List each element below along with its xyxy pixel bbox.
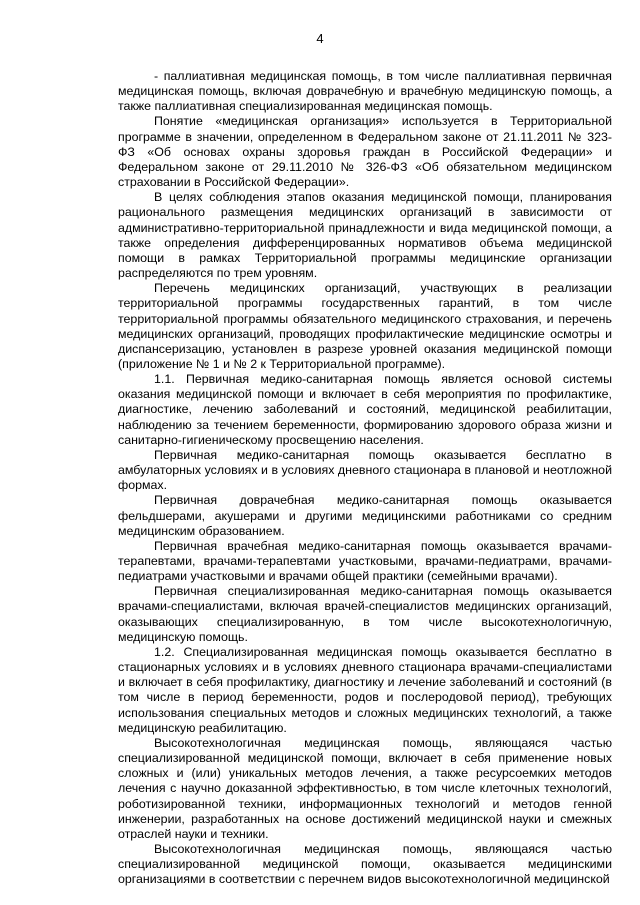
paragraph-palliative-care: - паллиативная медицинская помощь, в том числе паллиативная первичная медицинская помощь, включая доврачебную и врачебную медицинскую помощь, а также паллиативная специализированная медицинская помощь. bbox=[118, 69, 612, 114]
paragraph-primary-care-free: Первичная медико-санитарная помощь оказывается бесплатно в амбулаторных условиях и в условиях дневного стационара в плановой и неотложной формах. bbox=[118, 447, 612, 493]
paragraph-medical-organization-definition: Понятие «медицинская организация» используется в Территориальной программе в значении, определенном в Федеральном законе от 21.11.2011 № 323-ФЗ «Об основах охраны здоровья граждан в Российской Федерации» и Федеральном законе от 29.11.2010 № 326-ФЗ «Об обязательном медицинском страховании в Российской Федерации». bbox=[118, 114, 612, 190]
paragraph-specialized-care: 1.2. Специализированная медицинская помощь оказывается бесплатно в стационарных условиях и в условиях дневного стационара врачами-специалистами и включает в себя профилактику, диагностику и лечение заболеваний и состояний (в том числе в период беременности, родов и послеродовой период), требующих использования специальных методов и сложных медицинских технологий, а также медицинскую реабилитацию. bbox=[118, 644, 612, 735]
document-body bbox=[118, 69, 612, 887]
paragraph-specialist-primary-care: Первичная специализированная медико-санитарная помощь оказывается врачами-специалистами, включая врачей-специалистов медицинских организаций, оказывающих специализированную, в том числе высокотехнологичную, медицинскую помощь. bbox=[118, 584, 612, 644]
paragraph-organizations-list: Перечень медицинских организаций, участвующих в реализации территориальной программы государственных гарантий, в том числе территориальной программы обязательного медицинского страхования, и перечень медицинских организаций, проводящих профилактические медицинские осмотры и диспансеризацию, установлен в разрезе уровней оказания медицинской помощи (приложение № 1 и № 2 к Территориальной программе). bbox=[118, 281, 612, 371]
paragraph-care-levels: В целях соблюдения этапов оказания медицинской помощи, планирования рационального размещения медицинских организаций в зависимости от административно-территориальной принадлежности и вида медицинской помощи, а также определения дифференцированных нормативов объема медицинской помощи в рамках Территориальной программы медицинские организации распределяются по трем уровням. bbox=[118, 190, 612, 281]
paragraph-high-tech-organizations: Высокотехнологичная медицинская помощь, являющаяся частью специализированной медицинской помощи, оказывается медицинскими организациями в соответствии с перечнем видов высокотехнологичной медицинской bbox=[118, 841, 612, 887]
paragraph-high-tech-care: Высокотехнологичная медицинская помощь, являющаяся частью специализированной медицинской помощи, включает в себя применение новых сложных и (или) уникальных методов лечения, а также ресурсоемких методов лечения с научно доказанной эффективностью, в том числе клеточных технологий, роботизированной техники, информационных технологий и методов генной инженерии, разработанных на основе достижений медицинской науки и смежных отраслей науки и техники. bbox=[118, 735, 612, 841]
paragraph-pre-doctor-care: Первичная доврачебная медико-санитарная помощь оказывается фельдшерами, акушерами и другими медицинскими работниками со средним медицинским образованием. bbox=[118, 493, 612, 538]
page-number: 4 bbox=[316, 31, 324, 46]
paragraph-primary-care: 1.1. Первичная медико-санитарная помощь является основой системы оказания медицинской помощи и включает в себя мероприятия по профилактике, диагностике, лечению заболеваний и состояний, медицинской реабилитации, наблюдению за течением беременности, формированию здорового образа жизни и санитарно-гигиеническому просвещению населения. bbox=[118, 372, 612, 447]
paragraph-doctor-care: Первичная врачебная медико-санитарная помощь оказывается врачами-терапевтами, врачами-терапевтами участковыми, врачами-педиатрами, врачами-педиатрами участковыми и врачами общей практики (семейными врачами). bbox=[118, 538, 612, 584]
